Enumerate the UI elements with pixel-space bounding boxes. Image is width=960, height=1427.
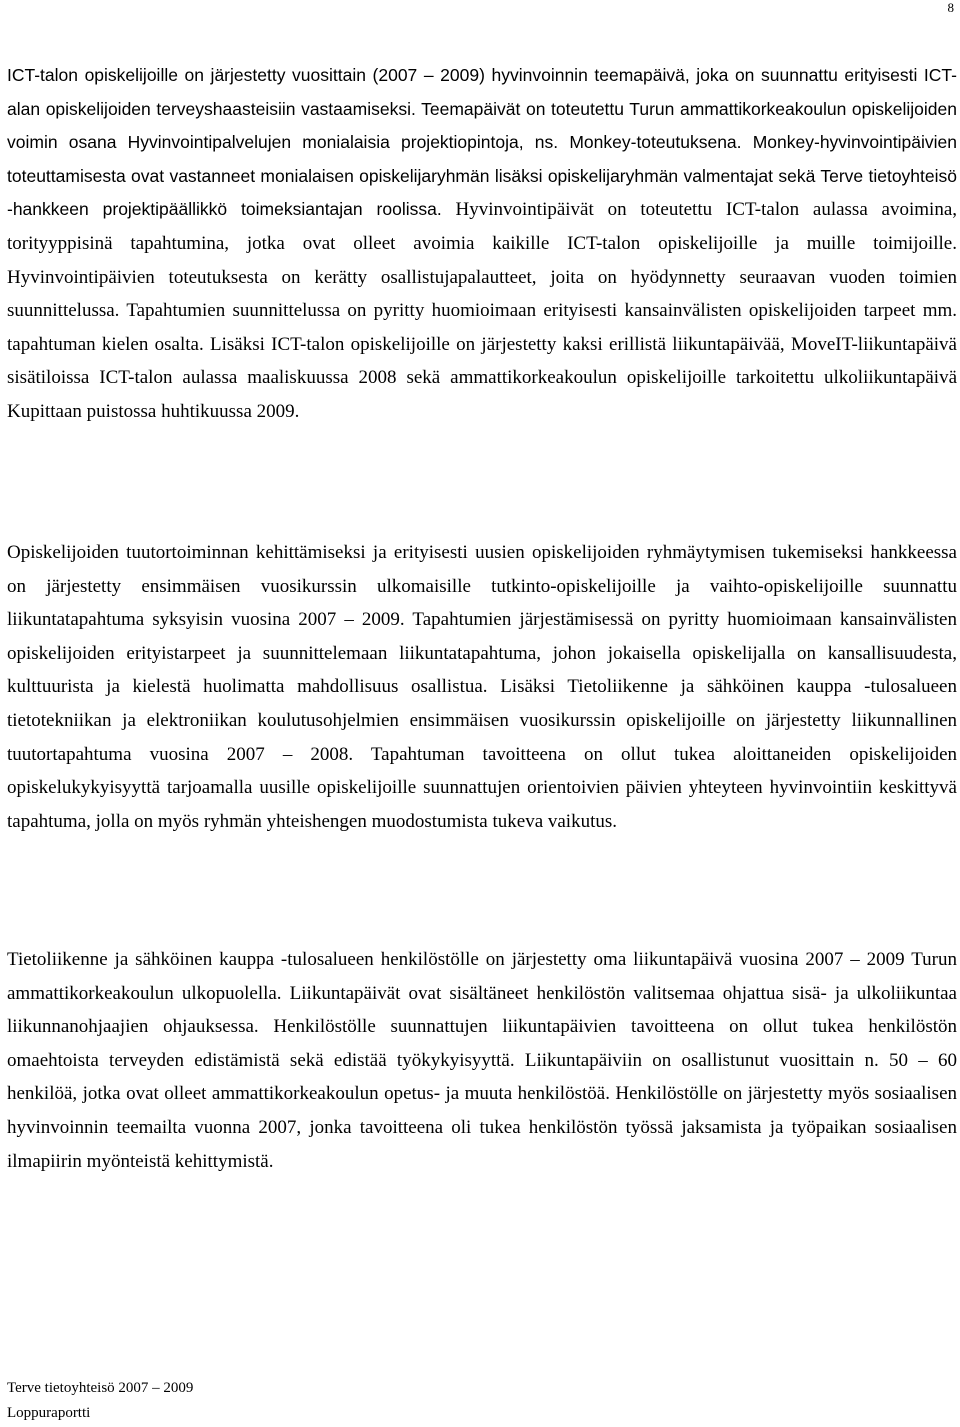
paragraph-2: Opiskelijoiden tuutortoiminnan kehittämiseksi ja erityisesti uusien opiskelijoiden ryhmäytymisen tukemiseksi hankkeessa on järjestetty ensimmäisen vuosikurssin ulkomaisille tutkinto-opiskelijoille ja vaihto-opiskelijoille suunnattu liikuntatapahtuma syksyisin vuosina 2007 – 2009. Tapahtumien järjestämisessä on pyritty huomioimaan kansainvälisten opiskelijoiden erityistarpeet ja suunnittelemaan liikuntatapahtuma, johon jokaisella opiskelijalla on kansallisuudesta, kulttuurista ja kielestä huolimatta mahdollisuus osallistua. Lisäksi Tietoliikenne ja sähköinen kauppa -tulosalueen tietotekniikan ja elektroniikan koulutusohjelmien ensimmäisen vuosikurssin opiskelijoille on järjestetty liikunnallinen tuutortapahtuma vuosina 2007 – 2008. Tapahtuman tavoitteena on ollut tukea aloittaneiden opiskelijoiden opiskelukykyisyyttä tarjoamalla uusille opiskelijoille suunnattujen orientoivien päivien yhteyteen hyvinvointiin keskittyvä tapahtuma, jolla on myös ryhmän yhteishengen muodostumista tukeva vaikutus. [7,542,957,832]
footer-project-name: Terve tietoyhteisö 2007 – 2009 [7,1380,194,1396]
page-footer [7,1376,193,1426]
paragraph-1-serif-text: Hyvinvointipäivät on toteutettu ICT-talon aulassa avoimina, torityyppisinä tapahtumina, jotka ovat olleet avoimia kaikille ICT-talon opiskelijoille ja muille toimijoille. Hyvinvointipäivien toteutuksesta on kerätty osallistujapalautteet, joita on hyödynnetty seuraavan vuoden toimien suunnittelussa. Tapahtumien suunnittelussa on pyritty huomioimaan erityisesti kansainvälisten opiskelijoiden tarpeet mm. tapahtuman kielen osalta. Lisäksi ICT-talon opiskelijoille on järjestetty kaksi erillistä liikuntapäivää, MoveIT-liikuntapäivä sisätiloissa ICT-talon aulassa maaliskuussa 2008 sekä ammattikorkeakoulun opiskelijoille tarkoitettu ulkoliikuntapäivä Kupittaan puistossa huhtikuussa 2009. [7,199,957,422]
page-number: 8 [947,0,954,15]
paragraph-3: Tietoliikenne ja sähköinen kauppa -tulosalueen henkilöstölle on järjestetty oma liikuntapäivä vuosina 2007 – 2009 Turun ammattikorkeakoulun ulkopuolella. Liikuntapäivät ovat sisältäneet henkilöstön valitsemaa ohjattua sisä- ja ulkoliikuntaa liikunnanohjaajien ohjauksessa. Henkilöstölle suunnattujen liikuntapäivien tavoitteena on ollut tukea henkilöstön omaehtoista terveyden edistämistä sekä edistää työkykyisyyttä. Liikuntapäiviin on osallistunut vuosittain n. 50 – 60 henkilöä, jotka ovat olleet ammattikorkeakoulun opetus- ja muuta henkilöstöä. Henkilöstölle on järjestetty myös sosiaalisen hyvinvoinnin teemailta vuonna 2007, jonka tavoitteena oli tukea henkilöstön työssä jaksamista ja työpaikan sosiaalisen ilmapiirin myönteistä kehittymistä. [7,949,957,1172]
footer-report-type: Loppuraportti [7,1405,91,1421]
paragraph-1 [7,59,957,429]
paragraph-1-sans-text: ICT-talon opiskelijoille on järjestetty vuosittain (2007 – 2009) hyvinvoinnin teemapäivä, joka on suunnattu erityisesti ICT-alan opiskelijoiden terveyshaasteisiin vastaamiseksi. Teemapäivät on toteutettu Turun ammattikorkeakoulun opiskelijoiden voimin osana Hyvinvointipalvelujen monialaisia projektiopintoja, ns. Monkey-toteutuksena. Monkey-hyvinvointipäivien toteuttamisesta ovat vastanneet monialaisen opiskelijaryhmän lisäksi opiskelijaryhmän valmentajat sekä Terve tietoyhteisö -hankkeen projektipäällikkö toimeksiantajan roolissa. [7,65,957,220]
